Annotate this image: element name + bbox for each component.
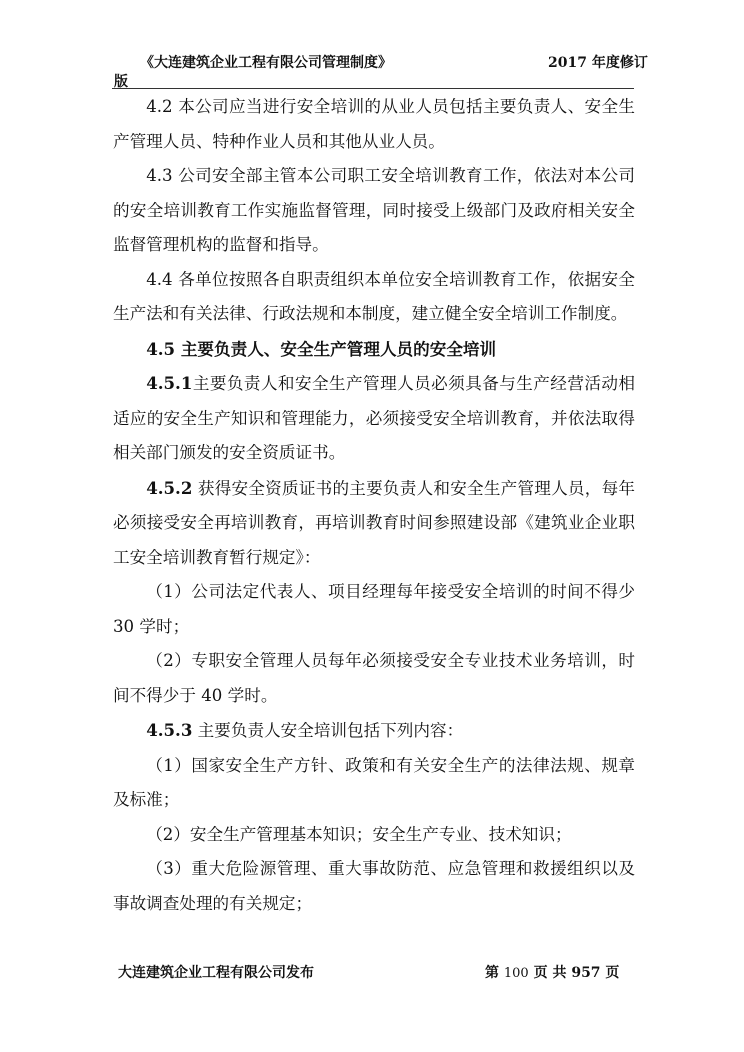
footer-page-number: [485, 962, 619, 982]
header-divider: [112, 88, 634, 89]
clause-number: 4.5.1: [146, 373, 193, 393]
page-suffix: 页: [600, 965, 620, 981]
clause-text: 获得安全资质证书的主要负责人和安全生产管理人员，每年必须接受安全再培训教育，再培训教育时间参照建设部《建筑业企业职工安全培训教育暂行规定》：: [113, 478, 635, 567]
paragraph-4-4: 4.4 各单位按照各自职责组织本单位安全培训教育工作，依据安全生产法和有关法律、行政法规和本制度，建立健全安全培训工作制度。: [113, 269, 635, 323]
clause-text: 主要负责人和安全生产管理人员必须具备与生产经营活动相适应的安全生产知识和管理能力，必须接受安全培训教育，并依法取得相关部门颁发的安全资质证书。: [113, 374, 635, 462]
list-item-2: （2）专职安全管理人员每年必须接受安全专业技术业务培训，时间不得少于 40 学时。: [113, 651, 635, 705]
footer-publisher: 大连建筑企业工程有限公司发布: [118, 965, 314, 981]
section-heading-4-5: 4.5 主要负责人、安全生产管理人员的安全培训: [146, 338, 497, 359]
header-edition: 2017 年度修订: [548, 55, 648, 71]
content-item-1: （1）国家安全生产方针、政策和有关安全生产的法律法规、规章及标准；: [113, 755, 635, 809]
paragraph-4-5-3: [113, 713, 635, 749]
paragraph-4-5-1: [113, 366, 635, 471]
header-edition-continued: 版: [114, 74, 128, 90]
content-item-3: （3）重大危险源管理、重大事故防范、应急管理和救援组织以及事故调查处理的有关规定；: [113, 859, 635, 913]
paragraph-4-3: 4.3 公司安全部主管本公司职工安全培训教育工作，依法对本公司的安全培训教育工作实施监督管理，同时接受上级部门及政府相关安全监督管理机构的监督和指导。: [113, 166, 635, 254]
list-item-1: （1）公司法定代表人、项目经理每年接受安全培训的时间不得少 30 学时；: [113, 582, 635, 636]
page-middle: 页 共: [528, 965, 572, 981]
content-item-2: （2）安全生产管理基本知识；安全生产专业、技术知识；: [146, 824, 572, 844]
clause-number: 4.5.3: [146, 720, 193, 740]
clause-number: 4.5.2: [146, 477, 193, 498]
clause-text: 主要负责人安全培训包括下列内容：: [192, 721, 464, 740]
paragraph-4-2: 4.2 本公司应当进行安全培训的从业人员包括主要负责人、安全生产管理人员、特种作业人员和其他从业人员。: [113, 97, 635, 151]
paragraph-4-5-2: [113, 471, 635, 576]
document-body: [113, 90, 635, 921]
current-page: 100: [503, 966, 529, 981]
page-prefix: 第: [485, 965, 504, 981]
header-document-title: 《大连建筑企业工程有限公司管理制度》: [140, 55, 392, 71]
total-pages: 957: [571, 965, 601, 981]
